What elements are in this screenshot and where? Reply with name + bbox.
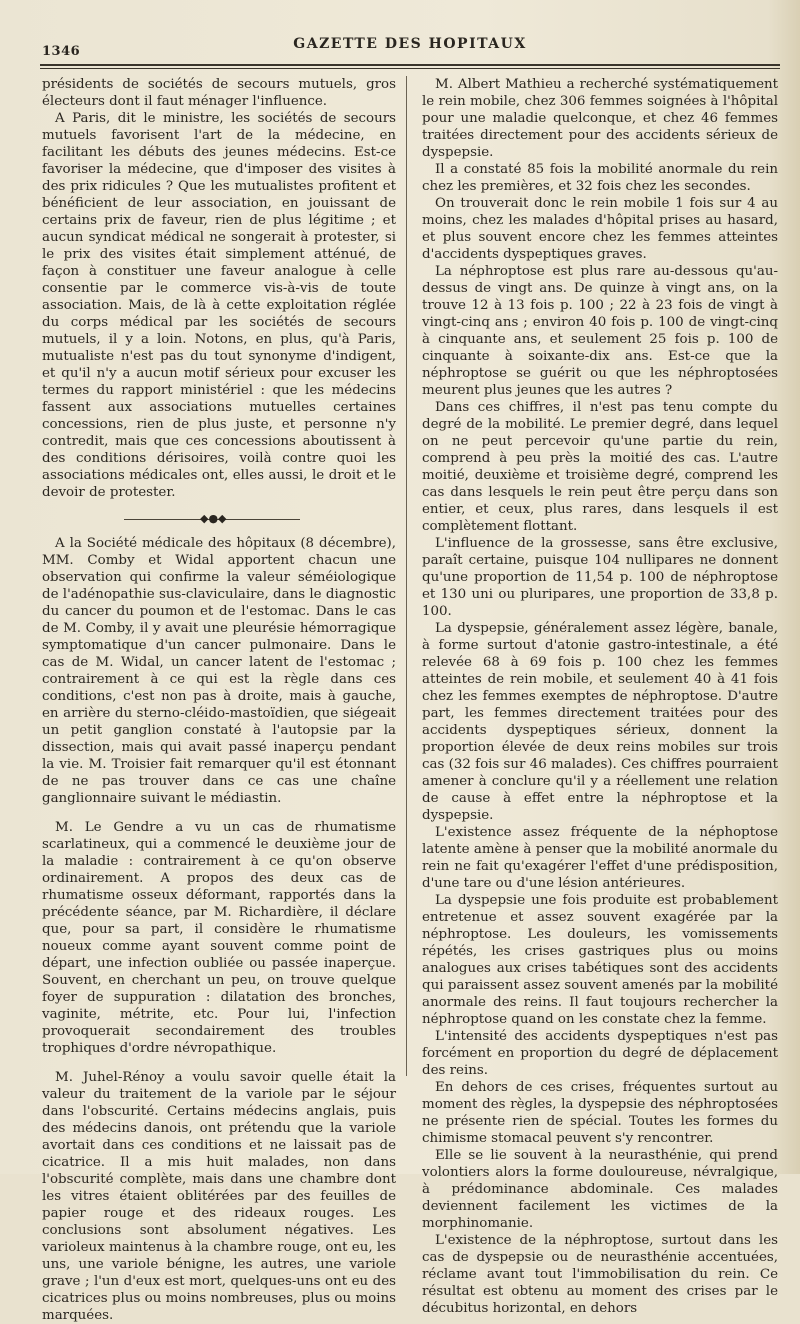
paragraph: La dyspepsie une fois produite est probablement entretenue et assez souvent exagérée par la néphroptose. Les douleurs, les vomissements répétés, les crises gastriques plus ou moins analogues aux crises tabétiques sont des accidents qui paraissent assez souvent amenés par la mobilité anormale des reins. Il faut toujours rechercher la néphroptose quand on les constate chez la femme. [422,893,778,1027]
column-divider [406,76,407,1076]
header-rule-thin [40,68,780,69]
separator-ornament: ◆●◆ [200,512,227,525]
header-rule-thick [40,64,780,66]
journal-title: GAZETTE DES HOPITAUX [293,36,527,52]
left-column [42,76,396,1324]
paragraph: L'influence de la grossesse, sans être exclusive, paraît certaine, puisque 104 nullipares ne donnent qu'une proportion de 11,54 p. 100 de néphroptose et 130 uni ou pluripares, une proportion de 33,8 p. 100. [422,536,778,619]
paragraph: L'intensité des accidents dyspeptiques n'est pas forcément en proportion du degré de déplacement des reins. [422,1029,778,1078]
paragraph-gap [42,807,396,819]
page-number: 1346 [42,44,81,59]
paragraph-gap [42,1057,396,1069]
paragraph: A Paris, dit le ministre, les sociétés de secours mutuels favorisent l'art de la médecine, en facilitant les débuts des jeunes médecins. Est-ce favoriser la médecine, que d'imposer des visites à des prix ridicules ? Que les mutualistes profitent et bénéficient de leur association, en jouissant de certains prix de faveur, rien de plus légitime ; et aucun syndicat médical ne songerait à protester, si le prix des visites était simplement atténué, de façon à constituer une faveur analogue à celle consentie par le commerce vis-à-vis de toute association. Mais, de là à cette exploitation réglée du corps médical par les sociétés de secours mutuels, il y a loin. Notons, en plus, qu'à Paris, mutualiste n'est pas du tout synonyme d'indigent, et qu'il n'y a aucun motif sérieux pour excuser les termes du rapport ministériel : que les médecins fassent aux associations mutuelles certaines concessions, rien de plus juste, et personne n'y contredit, mais que ces concessions aboutissent à des conditions dérisoires, voilà contre quoi les associations médicales ont, elles aussi, le droit et le devoir de protester. [42,111,396,500]
paragraph: Elle se lie souvent à la neurasthénie, qui prend volontiers alors la forme douloureuse, névralgique, à prédominance abdominale. Ces malades deviennent facilement les victimes de la morphinomanie. [422,1148,778,1231]
paragraph: M. Juhel-Rénoy a voulu savoir quelle était la valeur du traitement de la variole par le séjour dans l'obscurité. Certains médecins anglais, puis des médecins danois, ont prétendu que la variole avortait dans ces conditions et ne laissait pas de cicatrice. Il a mis huit malades, non dans l'obscurité complète, mais dans une chambre dont les vitres étaient oblitérées par des feuilles de papier rouge et des rideaux rouges. Les conclusions sont absolument négatives. Les varioleux maintenus à la chambre rouge, ont eu, les uns, une variole bénigne, les autres, une variole grave ; l'un d'eux est mort, quelques-uns ont eu des cicatrices plus ou moins nombreuses, plus ou moins marquées. [42,1070,396,1323]
paragraph: Il a constaté 85 fois la mobilité anormale du rein chez les premières, et 32 fois chez les secondes. [422,162,778,194]
paragraph: M. Albert Mathieu a recherché systématiquement le rein mobile, chez 306 femmes soignées à l'hôpital pour une maladie quelconque, et chez 46 femmes traitées directement pour des accidents sérieux de dyspepsie. [422,77,778,160]
paragraph: L'existence de la néphroptose, surtout dans les cas de dyspepsie ou de neurasthénie accentuées, réclame avant tout l'immobilisation du rein. Ce résultat est obtenu au moment des crises par le décubitus horizontal, en dehors [422,1233,778,1316]
section-separator [42,509,396,531]
paragraph: M. Le Gendre a vu un cas de rhumatisme scarlatineux, qui a commencé le deuxième jour de la maladie : contrairement à ce qu'on observe ordinairement. A propos des deux cas de rhumatisme osseux déformant, rapportés dans la précédente séance, par M. Richardière, il déclare que, pour sa part, il considère le rhumatisme noueux comme ayant souvent comme point de départ, une infection oubliée ou passée inaperçue. Souvent, en cherchant un peu, on trouve quelque foyer de suppuration : dilatation des bronches, vaginite, métrite, etc. Pour lui, l'infection provoquerait secondairement des troubles trophiques d'ordre névropathique. [42,820,396,1056]
paragraph: En dehors de ces crises, fréquentes surtout au moment des règles, la dyspepsie des néphroptosées ne présente rien de spécial. Toutes les formes du chimisme stomacal peuvent s'y rencontrer. [422,1080,778,1146]
paragraph: La dyspepsie, généralement assez légère, banale, à forme surtout d'atonie gastro-intestinale, a été relevée 68 à 69 fois p. 100 chez les femmes atteintes de rein mobile, et seulement 40 à 41 fois chez les femmes exemptes de néphroptose. D'autre part, les femmes directement traitées pour des accidents dyspeptiques sérieux, donnent la proportion élevée de deux reins mobiles sur trois cas (32 fois sur 46 malades). Ces chiffres pourraient amener à conclure qu'il y a réellement une relation de cause à effet entre la néphroptose et la dyspepsie. [422,621,778,823]
paragraph: La néphroptose est plus rare au-dessous qu'au-dessus de vingt ans. De quinze à vingt ans, on la trouve 12 à 13 fois p. 100 ; 22 à 23 fois de vingt à vingt-cinq ans ; environ 40 fois p. 100 de vingt-cinq à cinquante ans, et seulement 25 fois p. 100 de cinquante à soixante-dix ans. Est-ce que la néphroptose se guérit ou que les néphroptosées meurent plus jeunes que les autres ? [422,264,778,398]
paragraph: A la Société médicale des hôpitaux (8 décembre), MM. Comby et Widal apportent chacun une observation qui confirme la valeur séméiologique de l'adénopathie sus-claviculaire, dans le diagnostic du cancer du poumon et de l'estomac. Dans le cas de M. Comby, il y avait une pleurésie hémorragique symptomatique d'un cancer pulmonaire. Dans le cas de M. Widal, un cancer latent de l'estomac ; contrairement à ce qui est la règle dans ces conditions, c'est non pas à droite, mais à gauche, en arrière du sterno-cléido-mastoïdien, que siégeait un petit ganglion constaté à l'autopsie par la dissection, mais qui avait passé inaperçu pendant la vie. M. Troisier fait remarquer qu'il est étonnant de ne pas trouver dans ce cas une chaîne ganglionnaire suivant le médiastin. [42,536,396,806]
paragraph: présidents de sociétés de secours mutuels, gros électeurs dont il faut ménager l'influence. [42,77,396,109]
paragraph: L'existence assez fréquente de la néphoptose latente amène à penser que la mobilité anormale du rein ne fait qu'exagérer l'effet d'une prédisposition, d'une tare ou d'une lésion antérieures. [422,825,778,891]
page-header [40,36,780,60]
paragraph: Dans ces chiffres, il n'est pas tenu compte du degré de la mobilité. Le premier degré, dans lequel on ne peut percevoir qu'une partie du rein, comprend à peu près la moitié des cas. L'autre moitié, deuxième et troisième degré, comprend les cas dans lesquels le rein peut être perçu dans son entier, et ceux, plus rares, dans lesquels il est complètement flottant. [422,400,778,534]
right-column [422,76,778,1317]
paragraph: On trouverait donc le rein mobile 1 fois sur 4 au moins, chez les malades d'hôpital prises au hasard, et plus souvent encore chez les femmes atteintes d'accidents dyspeptiques graves. [422,196,778,262]
